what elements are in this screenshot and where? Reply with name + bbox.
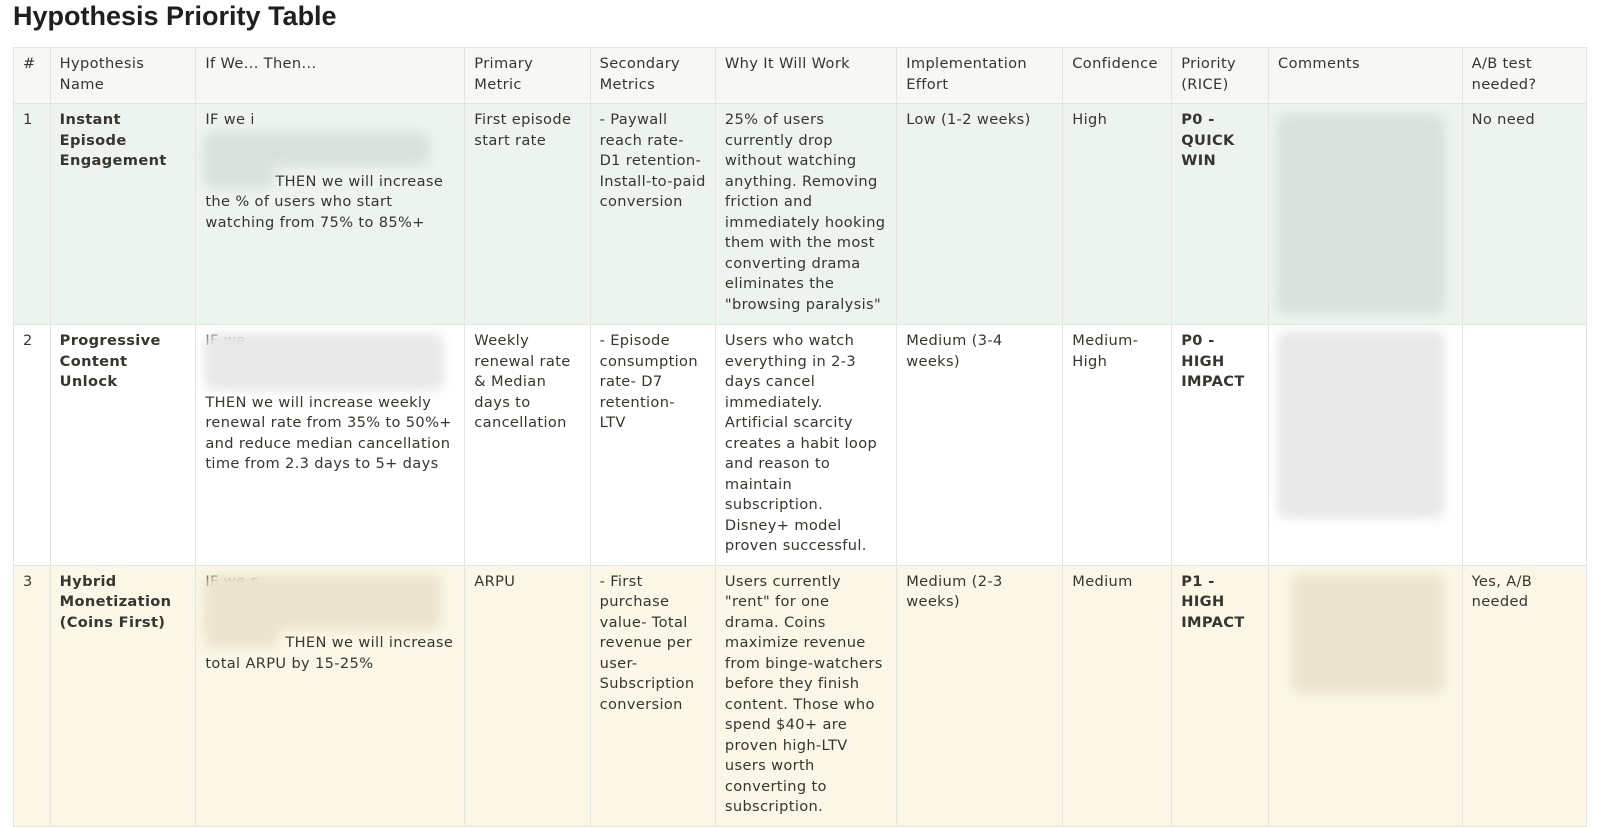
confidence-cell[interactable]: Medium-High — [1063, 325, 1172, 566]
primary-metric-cell[interactable]: Weekly renewal rate & Median days to cancellation — [465, 325, 590, 566]
page-title: Hypothesis Priority Table — [13, 1, 337, 31]
if-then-cell[interactable] — [196, 325, 465, 566]
hypothesis-name-cell[interactable]: Progressive Content Unlock — [50, 325, 196, 566]
effort-cell[interactable]: Medium (2-3 weeks) — [897, 565, 1063, 826]
comments-cell[interactable] — [1269, 325, 1463, 566]
why-cell[interactable]: 25% of users currently drop without watching anything. Removing friction and immediately hooking them with the most converting drama eliminates the "browsing paralysis" — [715, 104, 896, 325]
row-number-cell[interactable]: 3 — [14, 565, 51, 826]
secondary-metrics-cell[interactable]: - Episode consumption rate- D7 retention- LTV — [590, 325, 715, 566]
then-text: THEN we will increase weekly renewal rate from 35% to 50%+ and reduce median cancellation time from 2.3 days to 5+ days — [205, 393, 452, 472]
priority-cell[interactable]: P0 - QUICK WIN — [1172, 104, 1269, 325]
column-header-comments[interactable]: Comments — [1269, 48, 1463, 104]
effort-cell[interactable]: Medium (3-4 weeks) — [897, 325, 1063, 566]
column-header-why-it-will-work[interactable]: Why It Will Work — [715, 48, 896, 104]
column-header-number[interactable]: # — [14, 48, 51, 104]
hypothesis-table — [13, 47, 1587, 827]
if-text: IF we i — [205, 111, 255, 128]
effort-cell[interactable]: Low (1-2 weeks) — [897, 104, 1063, 325]
confidence-cell[interactable]: High — [1063, 104, 1172, 325]
if-then-cell[interactable] — [196, 565, 465, 826]
column-header-hypothesis-name[interactable]: Hypothesis Name — [50, 48, 196, 104]
column-header-if-then[interactable]: If We... Then... — [196, 48, 465, 104]
primary-metric-cell[interactable]: ARPU — [465, 565, 590, 826]
column-header-priority[interactable]: Priority (RICE) — [1172, 48, 1269, 104]
why-cell[interactable]: Users who watch everything in 2-3 days cancel immediately. Artificial scarcity creates a habit loop and reason to maintain subscription. Disney+ model proven successful. — [715, 325, 896, 566]
column-header-primary-metric[interactable]: Primary Metric — [465, 48, 590, 104]
column-header-implementation-effort[interactable]: Implementation Effort — [897, 48, 1063, 104]
hypothesis-name-cell[interactable]: Instant Episode Engagement — [50, 104, 196, 325]
row-number-cell[interactable]: 2 — [14, 325, 51, 566]
table-row — [14, 104, 1587, 325]
table-row — [14, 325, 1587, 566]
redacted-block — [1277, 331, 1445, 519]
priority-cell[interactable]: P1 - HIGH IMPACT — [1172, 565, 1269, 826]
redacted-block — [204, 154, 274, 188]
secondary-metrics-cell[interactable]: - Paywall reach rate- D1 retention- Install-to-paid conversion — [590, 104, 715, 325]
ab-test-cell[interactable]: Yes, A/B needed — [1462, 565, 1586, 826]
comments-cell[interactable] — [1269, 104, 1463, 325]
why-cell[interactable]: Users currently "rent" for one drama. Coins maximize revenue from binge-watchers before they finish content. Those who spend $40+ are proven high-LTV users worth converting to subscription. — [715, 565, 896, 826]
redacted-block — [204, 333, 444, 391]
table-row — [14, 565, 1587, 826]
primary-metric-cell[interactable]: First episode start rate — [465, 104, 590, 325]
ab-test-cell[interactable] — [1462, 325, 1586, 566]
column-header-ab-test[interactable]: A/B test needed? — [1462, 48, 1586, 104]
secondary-metrics-cell[interactable]: - First purchase value- Total revenue per user- Subscription conversion — [590, 565, 715, 826]
column-header-secondary-metrics[interactable]: Secondary Metrics — [590, 48, 715, 104]
then-text: THEN we will increase total ARPU by 15-25% — [205, 634, 454, 672]
hypothesis-name-cell[interactable]: Hybrid Monetization (Coins First) — [50, 565, 196, 826]
redacted-block — [1291, 574, 1445, 694]
comments-cell[interactable] — [1269, 565, 1463, 826]
priority-cell[interactable]: P0 - HIGH IMPACT — [1172, 325, 1269, 566]
ab-test-cell[interactable]: No need — [1462, 104, 1586, 325]
then-text: THEN we will increase the % of users who start watching from 75% to 85%+ — [205, 172, 444, 231]
table-header-row — [14, 48, 1587, 104]
column-header-confidence[interactable]: Confidence — [1063, 48, 1172, 104]
row-number-cell[interactable]: 1 — [14, 104, 51, 325]
redacted-block — [204, 616, 280, 648]
if-then-cell[interactable] — [196, 104, 465, 325]
confidence-cell[interactable]: Medium — [1063, 565, 1172, 826]
redacted-block — [1277, 114, 1445, 314]
